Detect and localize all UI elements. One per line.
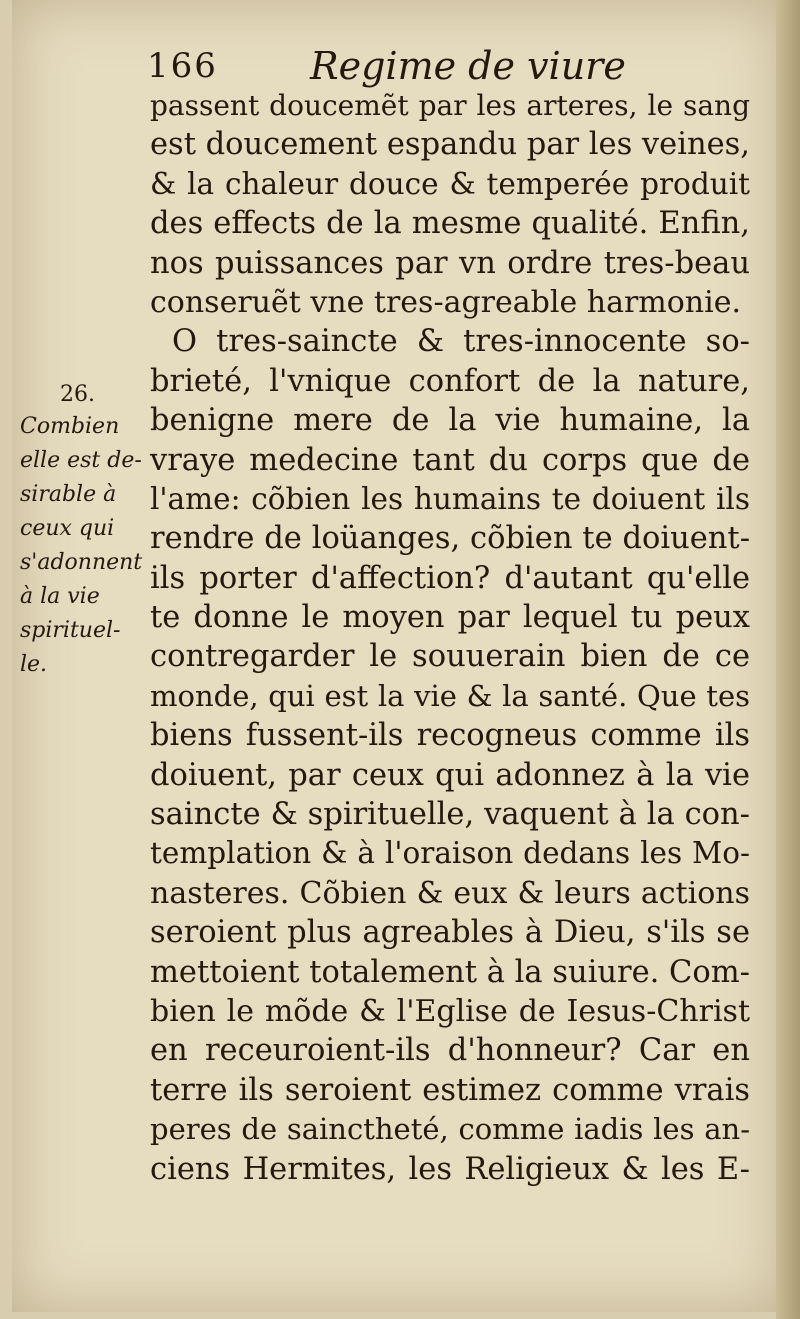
- text-line: passent doucemẽt par les arteres, le sang: [150, 89, 750, 122]
- text-line: saincte & spirituelle, vaquent à la con-: [150, 797, 750, 833]
- text-line: O tres-saincte & tres-innocente so-: [172, 324, 750, 360]
- text-line: vraye medecine tant du corps que de: [150, 442, 750, 478]
- margin-note-line: s'adonnent: [20, 550, 143, 575]
- text-line: doiuent, par ceux qui adonnez à la vie: [150, 757, 750, 793]
- text-line: & la chaleur douce & temperée produit: [150, 166, 750, 201]
- text-line: nasteres. Cõbien & eux & leurs actions: [150, 875, 750, 911]
- running-head: Regime de viure: [310, 44, 626, 88]
- text-line: conseruẽt vne tres-agreable harmonie.: [150, 284, 742, 320]
- text-line: templation & à l'oraison dedans les Mo-: [150, 836, 750, 871]
- margin-note-line: sirable à: [20, 482, 117, 507]
- text-line: brieté, l'vnique confort de la nature,: [150, 363, 750, 399]
- text-line: mettoient totalement à la suiure. Com-: [150, 954, 750, 990]
- margin-note-line: Combien: [20, 414, 120, 439]
- text-line: est doucement espandu par les veines,: [150, 127, 751, 163]
- margin-note: [20, 380, 150, 682]
- text-line: l'ame: cõbien les humains te doiuent ils: [150, 481, 750, 516]
- text-line: monde, qui est la vie & la santé. Que tes: [150, 678, 750, 713]
- body-text: [150, 86, 750, 1189]
- text-line: des effects de la mesme qualité. Enfin,: [150, 206, 750, 242]
- text-line: rendre de loüanges, cõbien te doiuent-: [150, 521, 750, 557]
- text-line: te donne le moyen par lequel tu peux: [150, 600, 750, 636]
- text-line: ciens Hermites, les Religieux & les E-: [150, 1151, 750, 1187]
- text-line: biens fussent-ils recogneus comme ils: [150, 718, 750, 754]
- text-line: contregarder le souuerain bien de ce: [150, 639, 750, 675]
- text-line: terre ils seroient estimez comme vrais: [150, 1072, 750, 1108]
- text-line: en receuroient-ils d'honneur? Car en: [150, 1033, 750, 1069]
- margin-note-number: 26.: [60, 382, 95, 407]
- text-line: nos puissances par vn ordre tres-beau: [150, 245, 750, 281]
- page-header: [0, 44, 800, 92]
- text-line: peres de sainctheté, comme iadis les an-: [150, 1112, 750, 1147]
- margin-note-line: à la vie: [20, 584, 100, 609]
- text-line: benigne mere de la vie humaine, la: [150, 403, 750, 439]
- margin-note-line: elle est de-: [20, 448, 142, 473]
- page-number: 166: [147, 46, 218, 86]
- text-line: seroient plus agreables à Dieu, s'ils se: [150, 915, 750, 951]
- page-gutter: [776, 0, 800, 1319]
- margin-note-line: le.: [20, 652, 48, 677]
- text-line: bien le mõde & l'Eglise de Iesus-Christ: [150, 993, 750, 1029]
- text-line: ils porter d'affection? d'autant qu'elle: [150, 560, 750, 596]
- margin-note-line: spirituel-: [20, 618, 121, 643]
- margin-note-line: ceux qui: [20, 516, 115, 541]
